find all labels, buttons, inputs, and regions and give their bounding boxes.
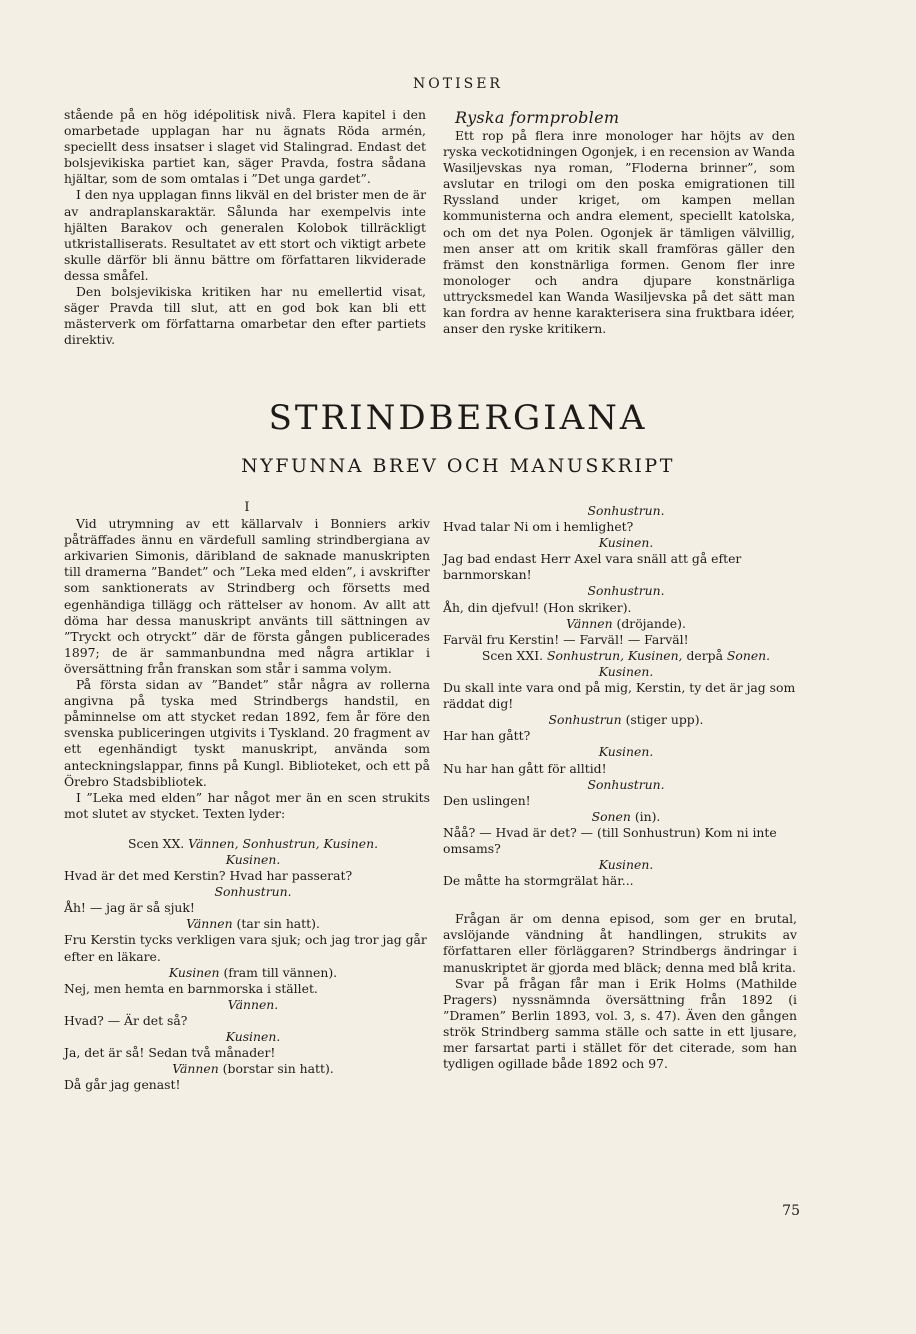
speaker-label: Kusinen. [225, 1029, 281, 1044]
speaker-label: Kusinen. [598, 535, 654, 551]
dialogue-line: Hvad är det med Kerstin? Hvad har passerat? [64, 868, 353, 884]
speaker-label: Sonen [591, 808, 631, 824]
dialogue-line: Nu har han gått för alltid! [443, 760, 607, 776]
speaker-label: Vännen [186, 916, 233, 932]
dialogue-line: Farväl fru Kerstin! — Farväl! — Farväl! [443, 631, 689, 647]
speaker-name [64, 884, 430, 900]
speaker-label: Kusinen. [598, 663, 654, 679]
dialogue-list [64, 852, 430, 1093]
dialogue-line: Fru Kerstin tycks verkligen vara sjuk; och jag tror jag går efter en läkare. [64, 932, 427, 964]
ryska-formproblem-column [443, 108, 795, 337]
article-left-column [64, 500, 430, 1093]
speaker-name [443, 664, 797, 680]
scene-last-character: Sonen. [726, 647, 771, 663]
speaker-label: Kusinen. [225, 851, 281, 867]
part-number: I [244, 500, 250, 515]
speaker-name [64, 1029, 430, 1045]
speaker-name [443, 857, 797, 873]
speaker-label: Sonhustrun. [214, 884, 292, 900]
article-subtitle: NYFUNNA BREV OCH MANUSKRIPT [241, 455, 675, 477]
dialogue-line: De måtte ha stormgrälat här... [443, 873, 634, 889]
article-title: STRINDBERGIANA [268, 398, 648, 438]
speaker-name [64, 916, 430, 932]
closing-paragraph: Svar på frågan får man i Erik Holms (Mathilde Pragers) nyssnämnda översättning från 1892 (i ”Dramen” Berlin 1893, vol. 3, s. 47). Även den gången strök Strindberg samma ställe och satte in ett ljusare, mer farsartat parti i stället för det citerade, som han tydligen ogillade både 1892 och 97. [443, 975, 797, 1072]
speaker-name [443, 503, 797, 519]
dialogue-line: Hvad? — Är det så? [64, 1012, 188, 1028]
dialogue-line: Den uslingen! [443, 792, 531, 808]
intro-paragraph: Vid utrymning av ett källarvalv i Bonniers arkiv påträffades ännu en värdefull samling strindbergiana av arkivarien Simonis, däribland de saknade manuskripten till dramerna ”Bandet” och ”Leka med elden”, i avskrifter som sanktionerats av Strindberg och försetts med egenhändiga tillägg och rättelser av honom. Av allt att döma har dessa manuskript använts till sättningen av ”Tryckt och otryckt” där de första gången publicerades 1897; de är sammanbundna med några artiklar i översättning från franskan som står i samma volym. [64, 516, 430, 676]
stage-direction: (tar sin hatt). [236, 916, 320, 932]
closing-paragraph: Frågan är om denna episod, som ger en brutal, avslöjande vändning åt handlingen, strukits av författaren eller förläggaren? Strindbergs ändringar i manuskriptet är gjorda med bläck; denna med blå krita. [443, 911, 797, 975]
speaker-label: Vännen. [227, 996, 279, 1012]
dialogue-line: Jag bad endast Herr Axel vara snäll att gå efter barnmorskan! [443, 551, 742, 583]
speaker-name [443, 809, 797, 825]
stage-direction: (dröjande). [616, 615, 686, 631]
scene-heading [443, 648, 797, 664]
speaker-label: Kusinen. [598, 744, 654, 760]
notice-paragraph: Ett rop på flera inre monologer har höjts av den ryska veckotidningen Ogonjek, i en recension av Wanda Wasiljevskas nya roman, ”Floderna brinner”, som avslutar en trilogi om den poska emigrationen till Ryssland under kriget, om kampen mellan kommunisterna och andra element, speciellt katolska, och om det nya Polen. Ogonjek är tämligen välvillig, men anser att om kritik skall framföras gäller den främst den konstnärliga formen. Genom fler inre monologer och andra djupare konstnärliga uttrycksmedel kan Wanda Wasiljevska på det sätt man kan fordra av henne karakterisera sina fruktbara idéer, anser den ryske kritikern. [443, 128, 795, 337]
article-right-column [443, 503, 797, 1072]
page-number: 75 [782, 1203, 800, 1219]
scene-connector: derpå [686, 647, 723, 663]
speaker-name [64, 997, 430, 1013]
stage-direction: (fram till vännen). [223, 964, 338, 980]
speaker-label: Sonhustrun. [587, 503, 665, 518]
section-heading: Ryska formproblem [455, 108, 620, 127]
speaker-label: Kusinen. [598, 857, 654, 873]
scene-label: Scen XX. [127, 835, 185, 851]
running-head: NOTISER [413, 76, 503, 92]
speaker-label: Sonhustrun. [587, 583, 665, 599]
notice-paragraph: I den nya upplagan finns likväl en del brister men de är av andraplanskaraktär. Sålunda har exempelvis inte hjälten Barakov och generalen Kolobok tillräckligt utkristalliserats. Resultatet av ett stort och viktigt arbete skulle därför bli ännu bättre om författaren likviderade dessa småfel. [64, 187, 426, 283]
dialogue-line: Nåå? — Hvad är det? — (till Sonhustrun) Kom ni inte omsams? [443, 824, 777, 856]
speaker-name [443, 744, 797, 760]
speaker-name [443, 616, 797, 632]
speaker-name [443, 535, 797, 551]
dialogue-line: Du skall inte vara ond på mig, Kerstin, ty det är jag som räddat dig! [443, 680, 796, 712]
speaker-label: Vännen [566, 615, 613, 631]
intro-paragraph: På första sidan av ”Bandet” står några av rollerna angivna på tyska med Strindbergs handstil, en påminnelse om att stycket redan 1892, fem år före den svenska publiceringen utgivits i Tyskland. 20 fragment av ett egenhändigt tyskt manuskript, använda som anteckningslappar, finns på Kungl. Biblioteket, och ett på Örebro Stadsbibliotek. [64, 677, 430, 789]
stage-direction: (in). [634, 808, 661, 824]
stage-direction: (stiger upp). [625, 712, 704, 728]
scene-xx-dialogue [64, 836, 430, 1094]
notice-paragraph: stående på en hög idépolitisk nivå. Flera kapitel i den omarbetade upplagan har nu ägnats Röda armén, speciellt dess insatser i slaget vid Stalingrad. Endast det bolsjevikiska partiet kan, säger Pravda, fostra sådana hjältar, som de som omtalas i ”Det unga gardet”. [64, 107, 426, 187]
dialogue-line: Nej, men hemta en barnmorska i stället. [64, 980, 318, 996]
dialogue-line: Åh, din djefvul! (Hon skriker). [443, 599, 632, 615]
stage-direction: (borstar sin hatt). [222, 1061, 334, 1077]
speaker-name [64, 852, 430, 868]
notice-continuation-column [64, 107, 426, 348]
dialogue-line: Hvad talar Ni om i hemlighet? [443, 519, 634, 535]
speaker-label: Kusinen [168, 964, 220, 980]
dialogue-list [443, 503, 797, 648]
speaker-label: Sonhustrun [548, 712, 622, 728]
scene-heading [64, 836, 430, 852]
speaker-name [64, 1061, 430, 1077]
scene-characters: Sonhustrun, Kusinen, [546, 647, 683, 663]
speaker-name [443, 583, 797, 599]
speaker-label: Vännen [172, 1061, 219, 1077]
speaker-name [443, 712, 797, 728]
scene-characters: Vännen, Sonhustrun, Kusinen. [188, 835, 379, 851]
dialogue-line: Då går jag genast! [64, 1077, 181, 1093]
speaker-name [443, 777, 797, 793]
dialogue-line: Ja, det är så! Sedan två månader! [64, 1045, 276, 1061]
dialogue-list [443, 664, 797, 889]
dialogue-line: Åh! — jag är så sjuk! [64, 900, 195, 916]
intro-paragraph: I ”Leka med elden” har något mer än en scen strukits mot slutet av stycket. Texten lyder: [64, 789, 430, 821]
speaker-label: Sonhustrun. [587, 776, 665, 792]
speaker-name [64, 965, 430, 981]
dialogue-line: Har han gått? [443, 728, 531, 744]
scene-label: Scen XXI. [481, 647, 544, 663]
notice-paragraph: Den bolsjevikiska kritiken har nu emellertid visat, säger Pravda till slut, att en god bok kan bli ett mästerverk om författarna omarbetar den efter partiets direktiv. [64, 284, 426, 348]
